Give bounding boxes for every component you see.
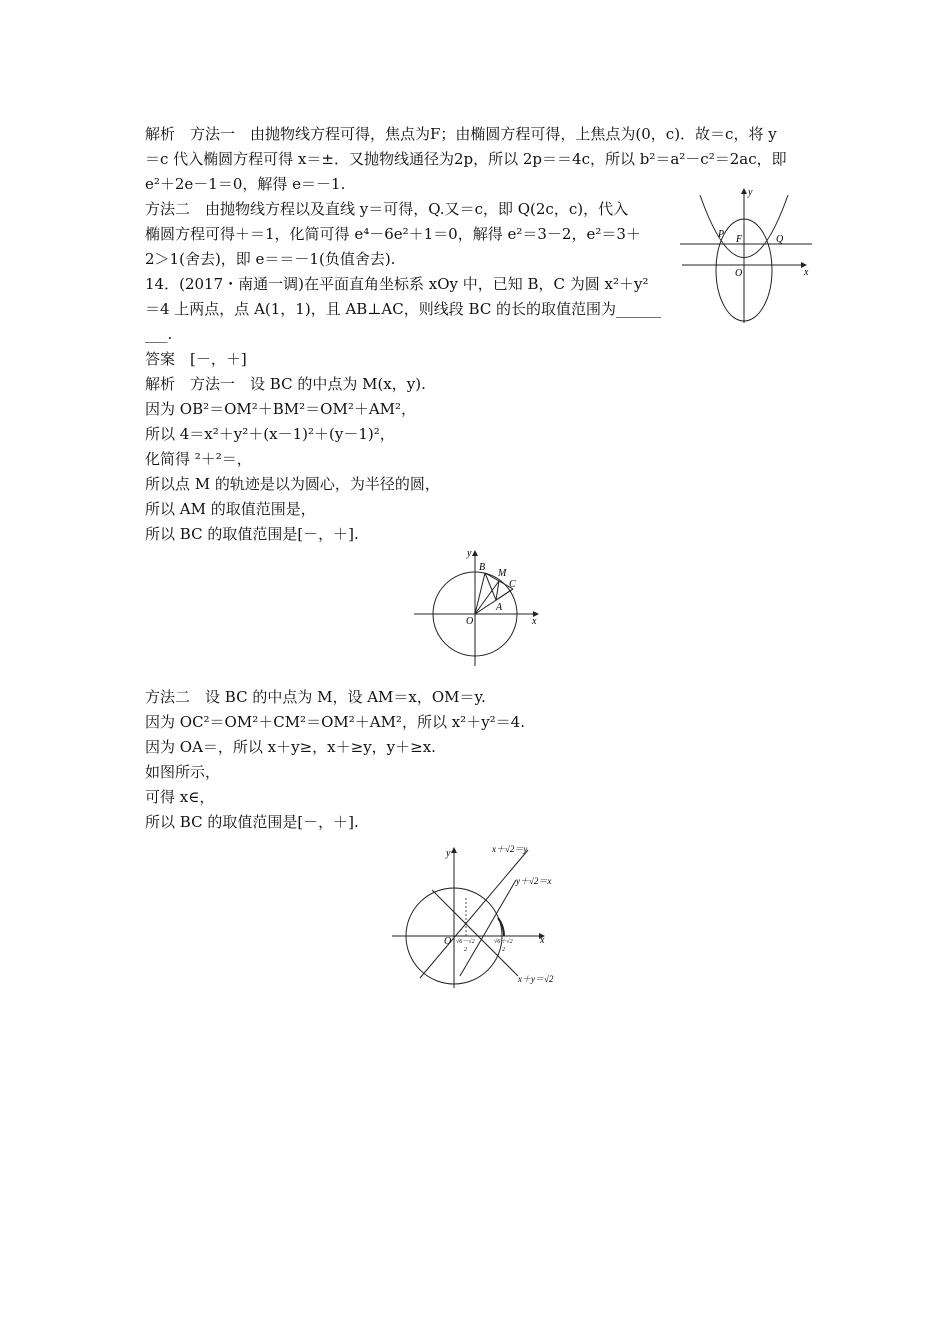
text-line-14: 化简得 ²＋²＝， <box>145 450 252 468</box>
label-line3: x＋y＝√2 <box>518 974 554 984</box>
label-c: C <box>509 579 516 590</box>
line-y-plus-root2-eq-x <box>460 880 516 976</box>
text-line-23: 所以 BC 的取值范围是[－，＋]. <box>145 813 359 831</box>
parabola-ellipse-figure <box>678 185 818 325</box>
text-line-9: ___. <box>145 325 173 343</box>
text-line-6: 2＞1(舍去)，即 e＝＝－1(负值舍去). <box>145 250 396 268</box>
label-p: P <box>718 229 725 240</box>
text-line-16: 所以 AM 的取值范围是， <box>145 500 316 518</box>
label-line1: x＋√2＝y <box>492 844 528 854</box>
answer-line: 答案 [－，＋] <box>145 350 247 368</box>
circle-lines-figure <box>388 840 578 990</box>
text-line-12: 因为 OB²＝OM²＋BM²＝OM²＋AM²， <box>145 400 417 418</box>
label-x: x <box>532 616 537 627</box>
label-x: x <box>804 267 809 278</box>
text-line-5: 椭圆方程可得＋＝1，化简可得 e⁴－6e²＋1＝0，解得 e²＝3－2，e²＝3＋ <box>145 225 641 243</box>
label-y: y <box>467 548 472 559</box>
text-line-17: 所以 BC 的取值范围是[－，＋]. <box>145 525 359 543</box>
text-line-21: 如图所示， <box>145 763 221 781</box>
label-f: F <box>736 234 743 245</box>
label-o: O <box>735 268 743 279</box>
text-line-13: 所以 4＝x²＋y²＋(x－1)²＋(y－1)²， <box>145 425 395 443</box>
label-m: M <box>498 568 507 579</box>
text-line-8: ＝4 上两点，点 A(1，1)，且 AB⊥AC，则线段 BC 的长的取值范围为______ <box>145 300 662 318</box>
text-line-20: 因为 OA＝，所以 x＋y≥，x＋≥y，y＋≥x. <box>145 738 436 756</box>
text-line-15: 所以点 M 的轨迹是以为圆心，为半径的圆， <box>145 475 440 493</box>
tick-label-2: √6＋√2 <box>494 939 513 945</box>
label-o: O <box>444 936 452 947</box>
text-line-2: ＝c 代入椭圆方程可得 x＝±．又抛物线通径为2p，所以 2p＝＝4c，所以 b²＝a²－c²＝2ac，即 <box>145 150 787 168</box>
text-line-7: 14．(2017・南通一调)在平面直角坐标系 xOy 中，已知 B，C 为圆 x²＋y² <box>145 275 649 293</box>
text-line-19: 因为 OC²＝OM²＋CM²＝OM²＋AM²，所以 x²＋y²＝4. <box>145 713 525 731</box>
label-b: B <box>479 562 486 573</box>
text-line-3: e²＋2e－1＝0，解得 e＝－1. <box>145 175 346 193</box>
text-line-1: 解析 方法一 由抛物线方程可得，焦点为F；由椭圆方程可得，上焦点为(0，c)．故＝c，将 y <box>145 125 777 143</box>
segment-ac <box>496 589 513 600</box>
circle-points-figure <box>410 548 550 668</box>
label-y: y <box>748 187 753 198</box>
label-q: Q <box>776 234 784 245</box>
tick-label-2-den: 2 <box>502 947 505 953</box>
text-line-11: 解析 方法一 设 BC 的中点为 M(x，y). <box>145 375 426 393</box>
label-y: y <box>446 848 451 859</box>
text-line-18: 方法二 设 BC 的中点为 M，设 AM＝x，OM＝y. <box>145 688 486 706</box>
label-x: x <box>540 935 545 946</box>
text-line-4: 方法二 由抛物线方程以及直线 y＝可得，Q.又＝c，即 Q(2c，c)，代入 <box>145 200 629 218</box>
tick-label-1-den: 2 <box>464 947 467 953</box>
label-o: O <box>466 616 474 627</box>
text-line-22: 可得 x∈， <box>145 788 215 806</box>
tick-label-1: √6－√2 <box>456 939 475 945</box>
label-a: A <box>496 602 503 613</box>
line-x-plus-root2-eq-y <box>420 850 528 978</box>
line-x-plus-y-eq-root2 <box>432 890 518 976</box>
label-line2: y＋√2＝x <box>516 876 552 886</box>
